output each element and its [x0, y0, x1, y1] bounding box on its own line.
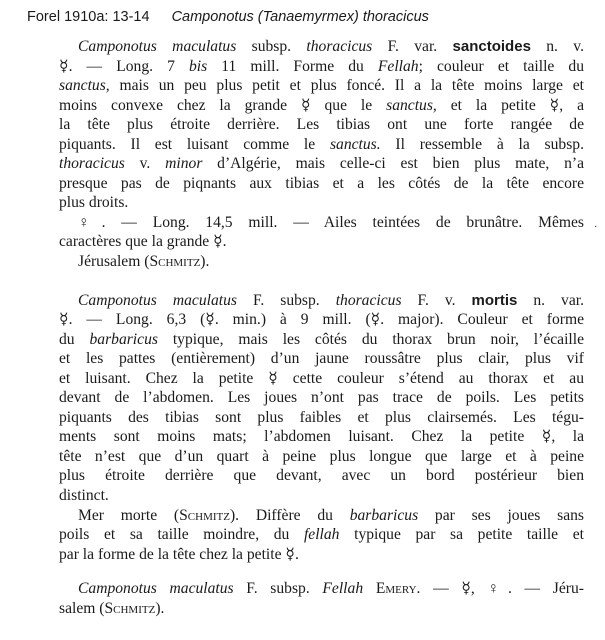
text-line — [59, 506, 584, 526]
text-run: F. subsp. — [236, 291, 336, 309]
text-run: F. subsp. — [233, 580, 323, 598]
text-run: v. — [124, 155, 166, 173]
document-body — [59, 37, 584, 618]
text-run: et la petite ☿, a — [436, 96, 585, 114]
text-run: ; couleur et taille du — [418, 57, 584, 75]
text-run: tête n’est que d’un quart à peine plus longue que large et à peine — [59, 447, 584, 465]
author-name: Schmitz — [104, 599, 156, 617]
text-line — [59, 486, 584, 506]
text-run: piquants. Il est luisant comme le — [59, 135, 330, 153]
text-line — [59, 193, 584, 213]
text-run: caractères que la grande ☿. — [59, 233, 227, 251]
text-line — [59, 349, 584, 369]
italic-text: Fellah — [377, 57, 419, 75]
text-run: F. v. — [401, 291, 472, 309]
page-header — [27, 9, 595, 25]
italic-text: barbaricus — [89, 330, 158, 348]
text-run: Il ressemble à la subsp. — [380, 135, 584, 153]
italic-text: fellah — [303, 526, 340, 544]
italic-text: thoracicus — [306, 38, 373, 55]
text-line — [59, 213, 584, 233]
italic-text: Camponotus maculatus — [78, 580, 234, 598]
text-run: ☿. — Long. 7 — [59, 57, 189, 75]
text-line — [59, 545, 584, 565]
paragraph-sanctoides — [59, 37, 584, 272]
text-run — [363, 580, 376, 597]
text-line — [59, 174, 584, 194]
text-line — [59, 408, 584, 428]
text-line — [59, 599, 584, 619]
italic-text: bis — [188, 57, 208, 75]
text-run: ). — [200, 253, 210, 271]
text-run: ments sont moins mats; l’abdomen luisant. Chez la petite ☿, la — [59, 428, 584, 446]
author-name: Schmitz — [179, 506, 230, 524]
text-line — [59, 291, 584, 311]
text-run: et les pattes (entièrement) d’un jaune roussâtre plus clair, plus vif — [59, 350, 584, 368]
italic-text: sanctus. — [329, 135, 381, 153]
text-run: et luisant. Chez la petite ☿ cette couleur s’étend au thorax et au — [59, 369, 584, 387]
author-name: Emery — [375, 580, 417, 598]
text-line — [59, 427, 584, 447]
text-run: . — ☿, ♀. — Jéru- — [416, 580, 584, 598]
text-run: ). — [155, 599, 165, 617]
stray-mark: · — [594, 222, 598, 233]
text-run: presque pas de piqnants aux tibias et a les côtés de la tête encore — [59, 174, 584, 192]
text-run: par la forme de la tête chez la petite ☿. — [59, 545, 299, 563]
text-run: piquants des tibias sont plus faibles et plus clairsemés. Les tégu- — [59, 408, 584, 426]
text-line — [59, 579, 584, 599]
taxon-name-bold: mortis — [471, 291, 518, 309]
text-line — [59, 388, 584, 408]
text-line — [59, 447, 584, 467]
text-run: salem ( — [59, 599, 105, 617]
text-run: ☿. — Long. 6,3 (☿. min.) à 9 mill. (☿. major). Couleur et forme — [59, 311, 584, 329]
italic-text: Fellah — [322, 580, 364, 598]
text-run: n. v. — [530, 38, 584, 55]
italic-text: barbaricus — [349, 506, 419, 524]
italic-text: thoracicus — [59, 155, 125, 173]
text-line — [59, 76, 584, 96]
italic-text: Camponotus maculatus — [78, 291, 237, 309]
text-run: F. var. — [372, 38, 453, 55]
taxon-name-bold: sanctoides — [452, 38, 531, 55]
italic-text: thoracicus — [335, 291, 402, 309]
reference-citation: Forel 1910a: 13-14 — [27, 9, 150, 25]
text-line — [59, 252, 584, 272]
text-line — [59, 369, 584, 389]
text-run: d’Algérie, mais celle-ci est bien plus mate, n’a — [202, 155, 584, 173]
text-line — [59, 154, 584, 174]
italic-text: sanctus, — [386, 96, 437, 114]
italic-text: sanctus, — [59, 77, 110, 95]
text-run: 11 mill. Forme du — [207, 57, 378, 75]
paragraph-fellah — [59, 579, 584, 618]
text-run: typique, mais les côtés du thorax brun noir, l’écaille — [157, 330, 584, 348]
text-run: par ses joues sans — [418, 506, 584, 524]
italic-text: minor — [165, 155, 203, 173]
paragraph-mortis — [59, 291, 584, 565]
text-run: devant de l’abdomen. Les joues n’ont pas trace de poils. Les petits — [59, 389, 584, 407]
text-line — [59, 232, 584, 252]
taxon-title: Camponotus (Tanaemyrmex) thoracicus — [171, 9, 429, 25]
italic-text: Camponotus maculatus — [78, 38, 237, 55]
text-run: typique par sa petite taille et — [339, 526, 584, 544]
text-run: Mer morte ( — [78, 506, 180, 524]
author-name: Schmitz — [149, 253, 201, 271]
text-line — [59, 96, 584, 116]
text-line — [59, 37, 584, 57]
text-run: plus droits. — [59, 194, 129, 212]
text-line — [59, 310, 584, 330]
text-run: distinct. — [59, 487, 109, 505]
text-run: Jérusalem ( — [78, 253, 150, 271]
text-run: la tête plus étroite derrière. Les tibias ont une forte rangée de — [59, 116, 584, 134]
text-line — [59, 135, 584, 155]
text-run: ♀. — Long. 14,5 mill. — Ailes teintées de brunâtre. Mêmes — [78, 213, 584, 231]
text-run: poils et sa taille moindre, du — [59, 526, 304, 544]
text-run: plus étroite derrière que devant, avec un bord postérieur bien — [59, 467, 584, 485]
text-run: mais un peu plus petit et plus foncé. Il a la tête moins large et — [109, 77, 584, 95]
text-run: subsp. — [236, 38, 307, 55]
text-line — [59, 525, 584, 545]
text-run: n. var. — [517, 291, 584, 309]
text-run: ). Diffère du — [229, 506, 350, 524]
text-run: moins convexe chez la grande ☿ que le — [59, 96, 387, 114]
text-line — [59, 466, 584, 486]
text-line — [59, 330, 584, 350]
text-run: du — [59, 330, 90, 348]
text-line — [59, 115, 584, 135]
text-line — [59, 57, 584, 77]
